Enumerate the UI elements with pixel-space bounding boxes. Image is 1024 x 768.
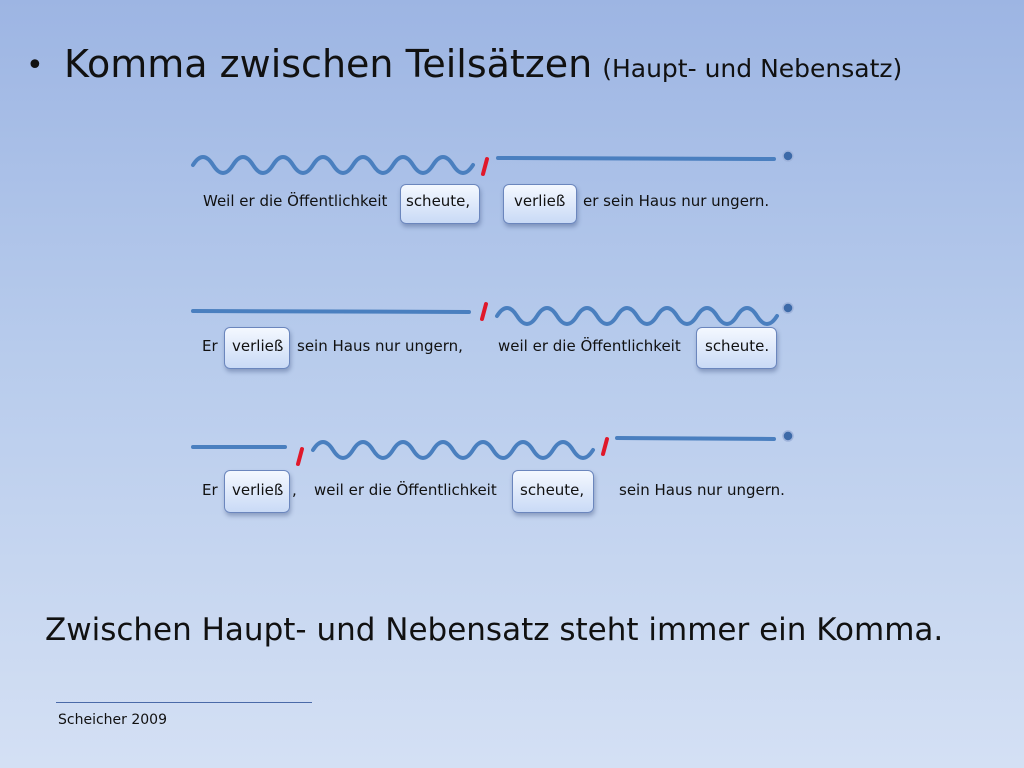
bullet-point: • bbox=[26, 48, 44, 83]
sentence-part: weil er die Öffentlichkeit bbox=[498, 337, 681, 355]
sentence-part: er sein Haus nur ungern. bbox=[583, 192, 770, 210]
verb-scheute: scheute, bbox=[406, 192, 471, 210]
title-subtitle: (Haupt- und Nebensatz) bbox=[602, 54, 903, 83]
verb-verliess: verließ bbox=[232, 337, 284, 355]
footer-divider bbox=[56, 702, 312, 703]
rule-statement: Zwischen Haupt- und Nebensatz steht immer ein Komma. bbox=[45, 612, 944, 648]
title-main: Komma zwischen Teilsätzen bbox=[64, 42, 593, 86]
sentence-part: Er bbox=[202, 337, 218, 355]
author-credit: Scheicher 2009 bbox=[58, 712, 167, 728]
verb-verliess: verließ bbox=[514, 192, 566, 210]
sentence-part: weil er die Öffentlichkeit bbox=[314, 481, 497, 499]
sentence-part: sein Haus nur ungern. bbox=[619, 481, 785, 499]
sentence-part: Er bbox=[202, 481, 218, 499]
sentence-part: sein Haus nur ungern, bbox=[297, 337, 463, 355]
verb-scheute: scheute. bbox=[705, 337, 770, 355]
sentence-part: Weil er die Öffentlichkeit bbox=[203, 192, 388, 210]
comma-text: , bbox=[292, 481, 297, 499]
verb-scheute: scheute, bbox=[520, 481, 585, 499]
verb-verliess: verließ bbox=[232, 481, 284, 499]
